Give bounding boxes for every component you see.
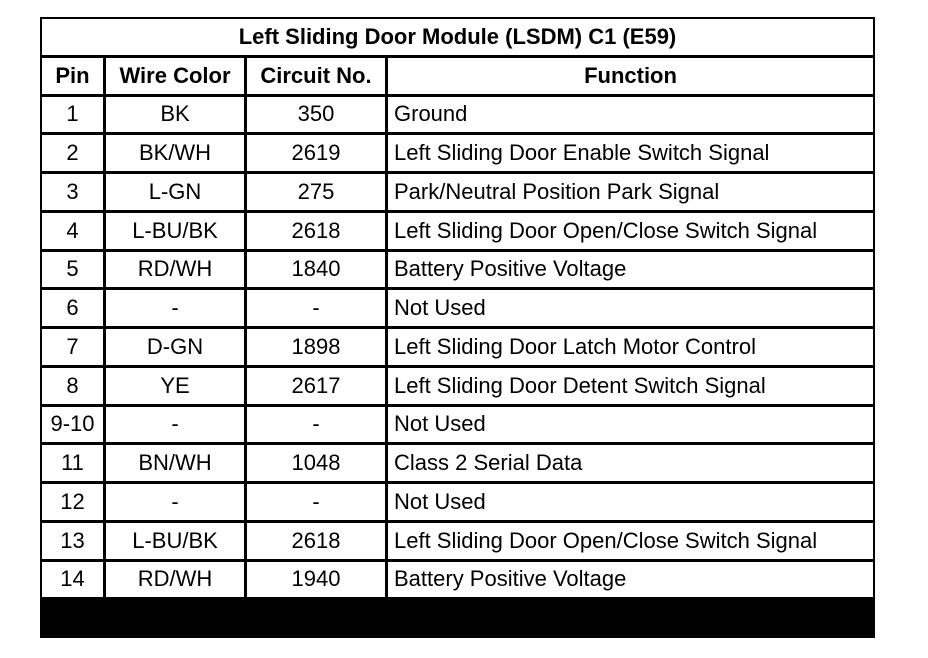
cell-wire-color: L-BU/BK	[106, 213, 244, 249]
cell-wire-color: BK/WH	[106, 135, 244, 171]
cell-function: Left Sliding Door Latch Motor Control	[388, 329, 873, 365]
cell-function: Battery Positive Voltage	[388, 562, 873, 598]
header-circuit-no: Circuit No.	[247, 58, 385, 94]
cell-function: Ground	[388, 97, 873, 133]
cell-circuit-no: 1898	[247, 329, 385, 365]
cell-function: Battery Positive Voltage	[388, 252, 873, 288]
cell-wire-color: -	[106, 407, 244, 443]
cell-wire-color: L-BU/BK	[106, 523, 244, 559]
cell-circuit-no: 2617	[247, 368, 385, 404]
cell-function: Park/Neutral Position Park Signal	[388, 174, 873, 210]
cell-function: Left Sliding Door Open/Close Switch Signal	[388, 523, 873, 559]
cell-pin: 12	[42, 484, 103, 520]
cell-circuit-no: -	[247, 407, 385, 443]
cell-pin: 2	[42, 135, 103, 171]
cell-circuit-no: 2619	[247, 135, 385, 171]
connector-table	[40, 17, 875, 638]
cell-pin: 8	[42, 368, 103, 404]
cell-function: Left Sliding Door Enable Switch Signal	[388, 135, 873, 171]
cell-pin: 1	[42, 97, 103, 133]
cell-function: Not Used	[388, 484, 873, 520]
cell-wire-color: YE	[106, 368, 244, 404]
cell-pin: 14	[42, 562, 103, 598]
cell-circuit-no: 275	[247, 174, 385, 210]
header-function: Function	[388, 58, 873, 94]
cell-pin: 13	[42, 523, 103, 559]
cell-pin: 9-10	[42, 407, 103, 443]
cell-function: Left Sliding Door Detent Switch Signal	[388, 368, 873, 404]
cell-circuit-no: 2618	[247, 523, 385, 559]
cell-wire-color: BK	[106, 97, 244, 133]
cell-wire-color: RD/WH	[106, 562, 244, 598]
cell-wire-color: L-GN	[106, 174, 244, 210]
cell-wire-color: BN/WH	[106, 445, 244, 481]
cell-function: Left Sliding Door Open/Close Switch Signal	[388, 213, 873, 249]
cell-wire-color: -	[106, 484, 244, 520]
cell-wire-color: D-GN	[106, 329, 244, 365]
cell-circuit-no: 1840	[247, 252, 385, 288]
cell-pin: 4	[42, 213, 103, 249]
cell-wire-color: RD/WH	[106, 252, 244, 288]
cell-circuit-no: 1940	[247, 562, 385, 598]
cell-function: Not Used	[388, 290, 873, 326]
cell-circuit-no: 2618	[247, 213, 385, 249]
cell-pin: 11	[42, 445, 103, 481]
cell-circuit-no: -	[247, 484, 385, 520]
cell-circuit-no: 350	[247, 97, 385, 133]
cell-pin: 7	[42, 329, 103, 365]
cell-pin: 3	[42, 174, 103, 210]
cell-pin: 5	[42, 252, 103, 288]
cell-circuit-no: 1048	[247, 445, 385, 481]
cell-circuit-no: -	[247, 290, 385, 326]
cell-function: Class 2 Serial Data	[388, 445, 873, 481]
table-title: Left Sliding Door Module (LSDM) C1 (E59)	[42, 19, 873, 55]
cell-pin: 6	[42, 290, 103, 326]
header-wire-color: Wire Color	[106, 58, 244, 94]
header-pin: Pin	[42, 58, 103, 94]
cell-wire-color: -	[106, 290, 244, 326]
cell-function: Not Used	[388, 407, 873, 443]
